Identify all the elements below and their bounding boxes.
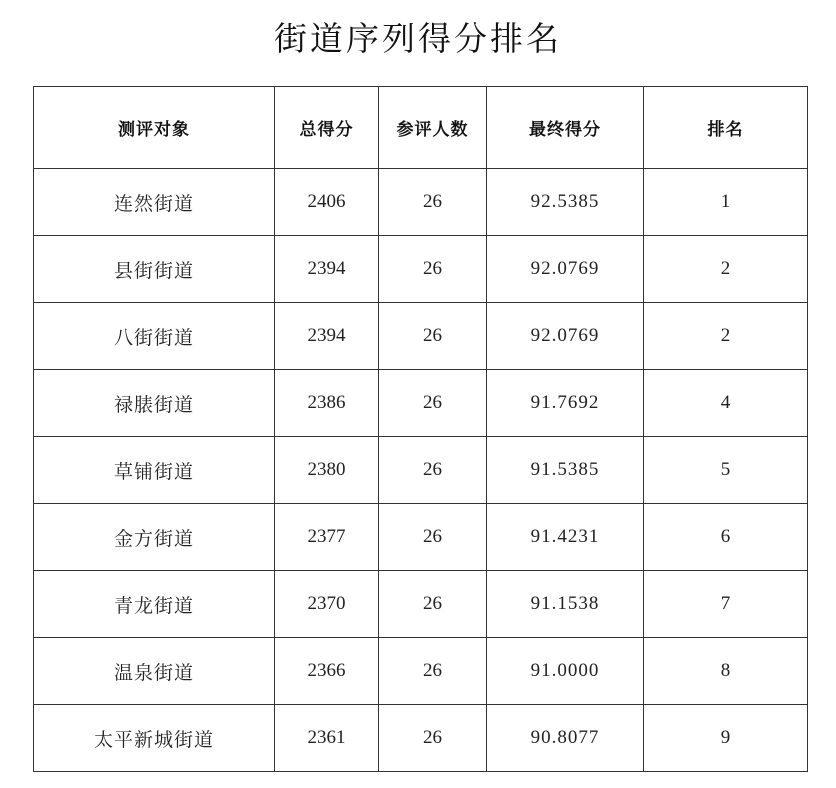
table-row xyxy=(34,370,808,437)
cell-total: 2361 xyxy=(275,705,379,772)
cell-total: 2406 xyxy=(275,169,379,236)
table-row xyxy=(34,705,808,772)
cell-raters: 26 xyxy=(379,370,487,437)
cell-raters: 26 xyxy=(379,705,487,772)
cell-final: 92.0769 xyxy=(487,236,644,303)
table-header-row xyxy=(34,87,808,169)
page-title: 街道序列得分排名 xyxy=(274,19,562,58)
table-row xyxy=(34,169,808,236)
cell-rank: 2 xyxy=(644,236,808,303)
table-row xyxy=(34,504,808,571)
cell-name: 温泉街道 xyxy=(34,638,275,705)
cell-final: 92.0769 xyxy=(487,303,644,370)
header-final-score: 最终得分 xyxy=(487,87,644,169)
cell-rank: 8 xyxy=(644,638,808,705)
cell-raters: 26 xyxy=(379,571,487,638)
cell-final: 91.7692 xyxy=(487,370,644,437)
cell-total: 2394 xyxy=(275,303,379,370)
cell-rank: 4 xyxy=(644,370,808,437)
cell-total: 2370 xyxy=(275,571,379,638)
cell-final: 91.1538 xyxy=(487,571,644,638)
cell-rank: 7 xyxy=(644,571,808,638)
cell-final: 91.5385 xyxy=(487,437,644,504)
cell-raters: 26 xyxy=(379,236,487,303)
cell-name: 青龙街道 xyxy=(34,571,275,638)
cell-rank: 5 xyxy=(644,437,808,504)
cell-name: 连然街道 xyxy=(34,169,275,236)
cell-rank: 1 xyxy=(644,169,808,236)
cell-final: 92.5385 xyxy=(487,169,644,236)
header-total-score: 总得分 xyxy=(275,87,379,169)
cell-total: 2366 xyxy=(275,638,379,705)
cell-name: 草铺街道 xyxy=(34,437,275,504)
cell-raters: 26 xyxy=(379,303,487,370)
cell-rank: 6 xyxy=(644,504,808,571)
table-row xyxy=(34,236,808,303)
cell-rank: 9 xyxy=(644,705,808,772)
cell-final: 90.8077 xyxy=(487,705,644,772)
cell-raters: 26 xyxy=(379,169,487,236)
cell-name: 禄脿街道 xyxy=(34,370,275,437)
cell-total: 2380 xyxy=(275,437,379,504)
cell-total: 2377 xyxy=(275,504,379,571)
cell-final: 91.0000 xyxy=(487,638,644,705)
table-row xyxy=(34,303,808,370)
cell-total: 2386 xyxy=(275,370,379,437)
cell-raters: 26 xyxy=(379,638,487,705)
cell-final: 91.4231 xyxy=(487,504,644,571)
cell-name: 金方街道 xyxy=(34,504,275,571)
table-row xyxy=(34,571,808,638)
header-rater-count: 参评人数 xyxy=(379,87,487,169)
ranking-table xyxy=(33,86,808,772)
cell-name: 八街街道 xyxy=(34,303,275,370)
header-rank: 排名 xyxy=(644,87,808,169)
cell-rank: 2 xyxy=(644,303,808,370)
cell-total: 2394 xyxy=(275,236,379,303)
table-row xyxy=(34,437,808,504)
table-row xyxy=(34,638,808,705)
cell-raters: 26 xyxy=(379,504,487,571)
cell-name: 太平新城街道 xyxy=(34,705,275,772)
cell-raters: 26 xyxy=(379,437,487,504)
header-evaluated-object: 测评对象 xyxy=(34,87,275,169)
cell-name: 县街街道 xyxy=(34,236,275,303)
